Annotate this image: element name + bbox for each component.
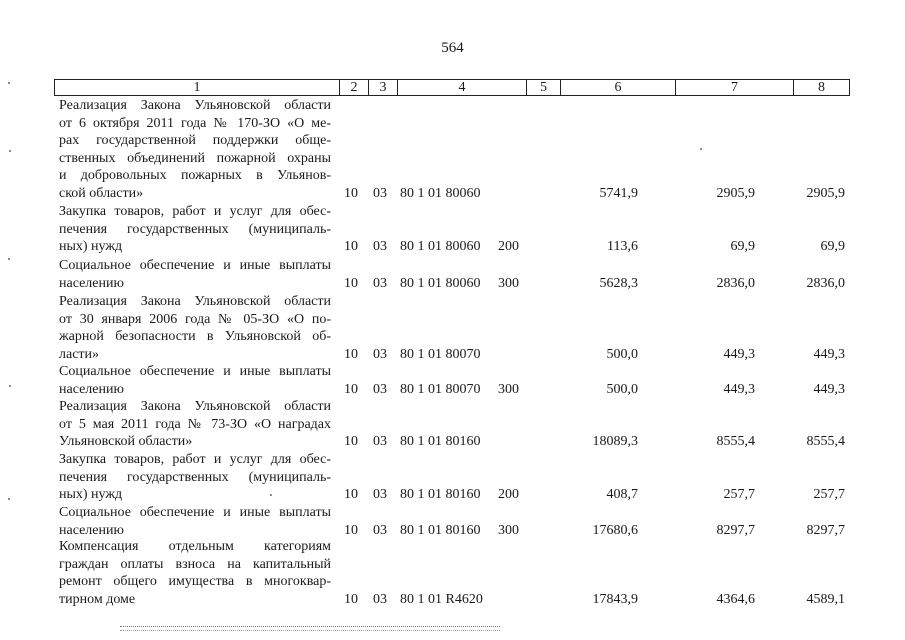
table-header xyxy=(54,79,850,96)
cell-expense-type: 300 xyxy=(498,275,519,291)
row-description xyxy=(59,203,331,256)
cell-amount-7: 2905,9 xyxy=(716,185,755,201)
scan-speck xyxy=(700,148,702,150)
description-line: ных) нужд xyxy=(59,487,123,502)
description-line: рах государственной поддержки обще- xyxy=(59,133,331,148)
scan-speck xyxy=(8,498,10,500)
row-description xyxy=(59,538,331,608)
row-description xyxy=(59,97,331,202)
description-line: печения государственных (муниципаль- xyxy=(59,221,331,237)
cell-amount-8: 449,3 xyxy=(813,381,845,397)
cell-amount-6: 500,0 xyxy=(606,381,638,397)
cell-subsection: 03 xyxy=(373,381,387,397)
cell-amount-7: 8297,7 xyxy=(716,522,755,538)
cell-amount-8: 4589,1 xyxy=(806,591,845,607)
cell-target-code: 80 1 01 80070 xyxy=(400,346,481,362)
cell-target-code: 80 1 01 80160 xyxy=(400,434,481,449)
cell-amount-8: 8555,4 xyxy=(806,434,845,449)
cell-section: 10 xyxy=(344,185,358,201)
scan-speck xyxy=(270,494,272,496)
description-line: ской области» xyxy=(59,185,144,201)
cell-amount-6: 408,7 xyxy=(606,487,638,502)
description-line: населению xyxy=(59,275,124,291)
cell-subsection: 03 xyxy=(373,487,387,502)
cell-subsection: 03 xyxy=(373,434,387,449)
cell-section: 10 xyxy=(344,239,358,254)
row-description xyxy=(59,257,331,292)
cell-expense-type: 300 xyxy=(498,522,519,538)
cell-amount-7: 2836,0 xyxy=(716,275,755,291)
cell-target-code: 80 1 01 80160 xyxy=(400,487,481,502)
cell-section: 10 xyxy=(344,381,358,397)
row-description xyxy=(59,293,331,363)
header-col-3: 3 xyxy=(368,80,397,95)
cell-target-code: 80 1 01 R4620 xyxy=(400,591,483,607)
page-number: 564 xyxy=(441,40,464,56)
cell-amount-6: 17843,9 xyxy=(592,591,638,607)
row-description xyxy=(59,504,331,539)
cell-subsection: 03 xyxy=(373,522,387,538)
description-line: жарной безопасности в Ульяновской об- xyxy=(59,329,331,344)
cell-amount-6: 5741,9 xyxy=(599,185,638,201)
header-col-7: 7 xyxy=(675,80,793,95)
cell-amount-7: 4364,6 xyxy=(716,591,755,607)
scan-speck xyxy=(9,150,11,152)
description-line: Реализация Закона Ульяновской области xyxy=(59,98,331,113)
description-line: Ульяновской области» xyxy=(59,434,193,449)
cell-target-code: 80 1 01 80070 xyxy=(400,381,481,397)
row-description xyxy=(59,363,331,398)
description-line: ных) нужд xyxy=(59,239,123,254)
description-line: граждан оплаты взноса на капитальный xyxy=(59,556,331,572)
cell-amount-7: 69,9 xyxy=(730,239,755,254)
cell-amount-7: 449,3 xyxy=(723,381,755,397)
cell-amount-8: 8297,7 xyxy=(806,522,845,538)
cell-section: 10 xyxy=(344,487,358,502)
description-line: от 30 января 2006 года № 05-ЗО «О по- xyxy=(59,311,331,327)
cell-amount-6: 113,6 xyxy=(607,239,638,254)
cell-amount-8: 449,3 xyxy=(813,346,845,362)
scan-edge-line xyxy=(120,626,500,631)
description-line: и добровольных пожарных в Ульянов- xyxy=(59,168,331,183)
header-col-6: 6 xyxy=(560,80,675,95)
cell-amount-6: 17680,6 xyxy=(592,522,638,538)
cell-expense-type: 200 xyxy=(498,239,519,254)
description-line: печения государственных (муниципаль- xyxy=(59,469,331,485)
description-line: ственных объединений пожарной охраны xyxy=(59,150,331,166)
cell-expense-type: 200 xyxy=(498,487,519,502)
description-line: Социальное обеспечение и иные выплаты xyxy=(59,505,331,520)
cell-section: 10 xyxy=(344,522,358,538)
scan-speck xyxy=(9,385,11,387)
description-line: от 6 октября 2011 года № 170-ЗО «О ме- xyxy=(59,115,331,131)
description-line: Реализация Закона Ульяновской области xyxy=(59,294,331,309)
scan-speck xyxy=(8,82,10,84)
description-line: населению xyxy=(59,522,124,538)
description-line: Реализация Закона Ульяновской области xyxy=(59,399,331,414)
description-line: тирном доме xyxy=(59,591,136,607)
cell-subsection: 03 xyxy=(373,591,387,607)
cell-section: 10 xyxy=(344,346,358,362)
description-line: Социальное обеспечение и иные выплаты xyxy=(59,258,331,273)
cell-target-code: 80 1 01 80060 xyxy=(400,185,481,201)
header-col-5: 5 xyxy=(526,80,560,95)
cell-subsection: 03 xyxy=(373,275,387,291)
cell-amount-6: 18089,3 xyxy=(592,434,638,449)
cell-amount-7: 449,3 xyxy=(723,346,755,362)
cell-amount-7: 257,7 xyxy=(723,487,755,502)
header-col-8: 8 xyxy=(793,80,849,95)
description-line: Закупка товаров, работ и услуг для обес- xyxy=(59,204,331,219)
cell-amount-6: 5628,3 xyxy=(599,275,638,291)
cell-subsection: 03 xyxy=(373,239,387,254)
description-line: ремонт общего имущества в многоквар- xyxy=(59,574,331,589)
cell-amount-8: 2905,9 xyxy=(806,185,845,201)
cell-section: 10 xyxy=(344,275,358,291)
row-description xyxy=(59,398,331,451)
header-col-1: 1 xyxy=(193,80,201,95)
cell-amount-8: 69,9 xyxy=(820,239,845,254)
description-line: Компенсация отдельным категориям xyxy=(59,539,331,554)
header-col-2: 2 xyxy=(339,80,368,95)
cell-expense-type: 300 xyxy=(498,381,519,397)
description-line: населению xyxy=(59,381,124,397)
cell-target-code: 80 1 01 80060 xyxy=(400,275,481,291)
cell-target-code: 80 1 01 80060 xyxy=(400,239,481,254)
description-line: ласти» xyxy=(59,346,100,362)
cell-subsection: 03 xyxy=(373,346,387,362)
cell-amount-6: 500,0 xyxy=(606,346,638,362)
description-line: Социальное обеспечение и иные выплаты xyxy=(59,364,331,379)
cell-section: 10 xyxy=(344,434,358,449)
cell-section: 10 xyxy=(344,591,358,607)
row-description xyxy=(59,451,331,504)
cell-amount-8: 2836,0 xyxy=(806,275,845,291)
description-line: от 5 мая 2011 года № 73-ЗО «О наградах xyxy=(59,416,331,432)
scan-speck xyxy=(8,258,10,260)
description-line: Закупка товаров, работ и услуг для обес- xyxy=(59,452,331,467)
cell-amount-7: 8555,4 xyxy=(716,434,755,449)
cell-subsection: 03 xyxy=(373,185,387,201)
header-col-4: 4 xyxy=(397,80,526,95)
cell-target-code: 80 1 01 80160 xyxy=(400,522,481,538)
cell-amount-8: 257,7 xyxy=(813,487,845,502)
